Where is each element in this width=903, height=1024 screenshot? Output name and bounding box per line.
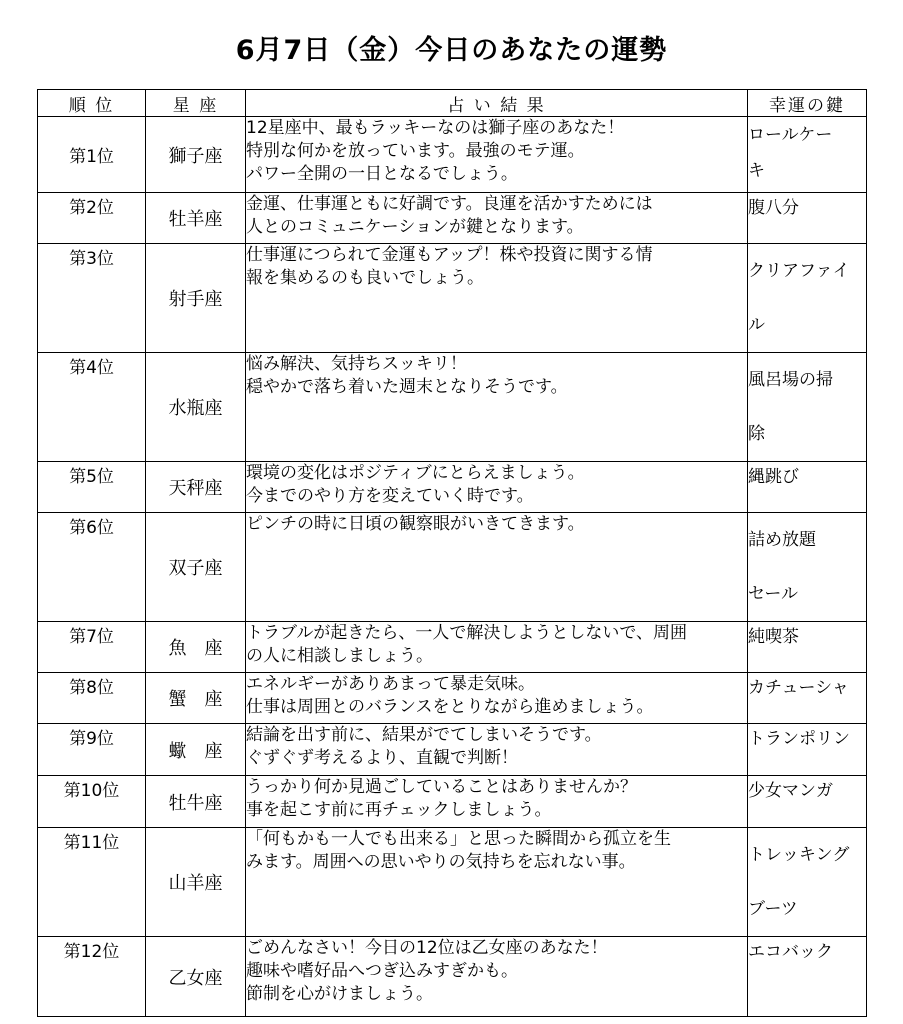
rank-cell: 第3位 [38, 244, 146, 353]
lucky-key-cell: 純喫茶 [748, 622, 867, 673]
table-row [38, 776, 867, 828]
result-cell: ごめんなさい！今日の12位は乙女座のあなた！ 趣味や嗜好品へつぎ込みすぎかも。 節制を心がけましょう。 [246, 937, 748, 1017]
sign-cell: 山羊座 [146, 828, 246, 937]
rank-cell: 第1位 [38, 117, 146, 193]
sign-cell: 牡牛座 [146, 776, 246, 828]
rank-cell: 第4位 [38, 353, 146, 462]
result-cell: 金運、仕事運ともに好調です。良運を活かすためには 人とのコミュニケーションが鍵となります。 [246, 193, 748, 244]
lucky-key-cell: クリアファイ ル [748, 244, 867, 353]
result-cell: 環境の変化はポジティブにとらえましょう。 今までのやり方を変えていく時です。 [246, 462, 748, 513]
rank-cell: 第5位 [38, 462, 146, 513]
sign-cell: 射手座 [146, 244, 246, 353]
sign-cell: 蟹 座 [146, 673, 246, 724]
header-key: 幸運の鍵 [748, 90, 867, 117]
table-row [38, 724, 867, 776]
table-row [38, 117, 867, 193]
lucky-key-cell: ロールケー キ [748, 117, 867, 193]
result-cell: ピンチの時に日頃の観察眼がいきてきます。 [246, 513, 748, 622]
rank-cell: 第7位 [38, 622, 146, 673]
table-row [38, 673, 867, 724]
result-cell: エネルギーがありあまって暴走気味。 仕事は周囲とのバランスをとりながら進めましょう。 [246, 673, 748, 724]
lucky-key-cell: トランポリン [748, 724, 867, 776]
result-cell: 仕事運につられて金運もアップ！株や投資に関する情 報を集めるのも良いでしょう。 [246, 244, 748, 353]
sign-cell: 乙女座 [146, 937, 246, 1017]
sign-cell: 牡羊座 [146, 193, 246, 244]
result-cell: 12星座中、最もラッキーなのは獅子座のあなた！ 特別な何かを放っています。最強のモテ運。 パワー全開の一日となるでしょう。 [246, 117, 748, 193]
lucky-key-cell: 詰め放題 セール [748, 513, 867, 622]
result-cell: トラブルが起きたら、一人で解決しようとしないで、周囲 の人に相談しましょう。 [246, 622, 748, 673]
table-row [38, 193, 867, 244]
lucky-key-cell: エコバック [748, 937, 867, 1017]
lucky-key-cell: 風呂場の掃 除 [748, 353, 867, 462]
rank-cell: 第8位 [38, 673, 146, 724]
table-row [38, 244, 867, 353]
table-row [38, 513, 867, 622]
rank-cell: 第9位 [38, 724, 146, 776]
page-title: 6月7日（金）今日のあなたの運勢 [235, 35, 668, 66]
table-row [38, 462, 867, 513]
result-cell: 「何もかも一人でも出来る」と思った瞬間から孤立を生 みます。周囲への思いやりの気持ちを忘れない事。 [246, 828, 748, 937]
result-cell: うっかり何か見過ごしていることはありませんか？ 事を起こす前に再チェックしましょう。 [246, 776, 748, 828]
rank-cell: 第12位 [38, 937, 146, 1017]
sign-cell: 天秤座 [146, 462, 246, 513]
lucky-key-cell: トレッキング ブーツ [748, 828, 867, 937]
header-rank: 順 位 [38, 90, 146, 117]
lucky-key-cell: カチューシャ [748, 673, 867, 724]
rank-cell: 第2位 [38, 193, 146, 244]
sign-cell: 双子座 [146, 513, 246, 622]
table-row [38, 828, 867, 937]
result-cell: 悩み解決、気持ちスッキリ！ 穏やかで落ち着いた週末となりそうです。 [246, 353, 748, 462]
header-sign: 星 座 [146, 90, 246, 117]
result-cell: 結論を出す前に、結果がでてしまいそうです。 ぐずぐず考えるより、直観で判断！ [246, 724, 748, 776]
rank-cell: 第6位 [38, 513, 146, 622]
rank-cell: 第10位 [38, 776, 146, 828]
header-result: 占 い 結 果 [246, 90, 748, 117]
table-row [38, 622, 867, 673]
sign-cell: 魚 座 [146, 622, 246, 673]
sign-cell: 水瓶座 [146, 353, 246, 462]
table-row [38, 937, 867, 1017]
sign-cell: 獅子座 [146, 117, 246, 193]
fortune-table [37, 89, 867, 1017]
lucky-key-cell: 少女マンガ [748, 776, 867, 828]
table-header-row [38, 90, 867, 117]
sign-cell: 蠍 座 [146, 724, 246, 776]
rank-cell: 第11位 [38, 828, 146, 937]
lucky-key-cell: 腹八分 [748, 193, 867, 244]
lucky-key-cell: 縄跳び [748, 462, 867, 513]
table-row [38, 353, 867, 462]
